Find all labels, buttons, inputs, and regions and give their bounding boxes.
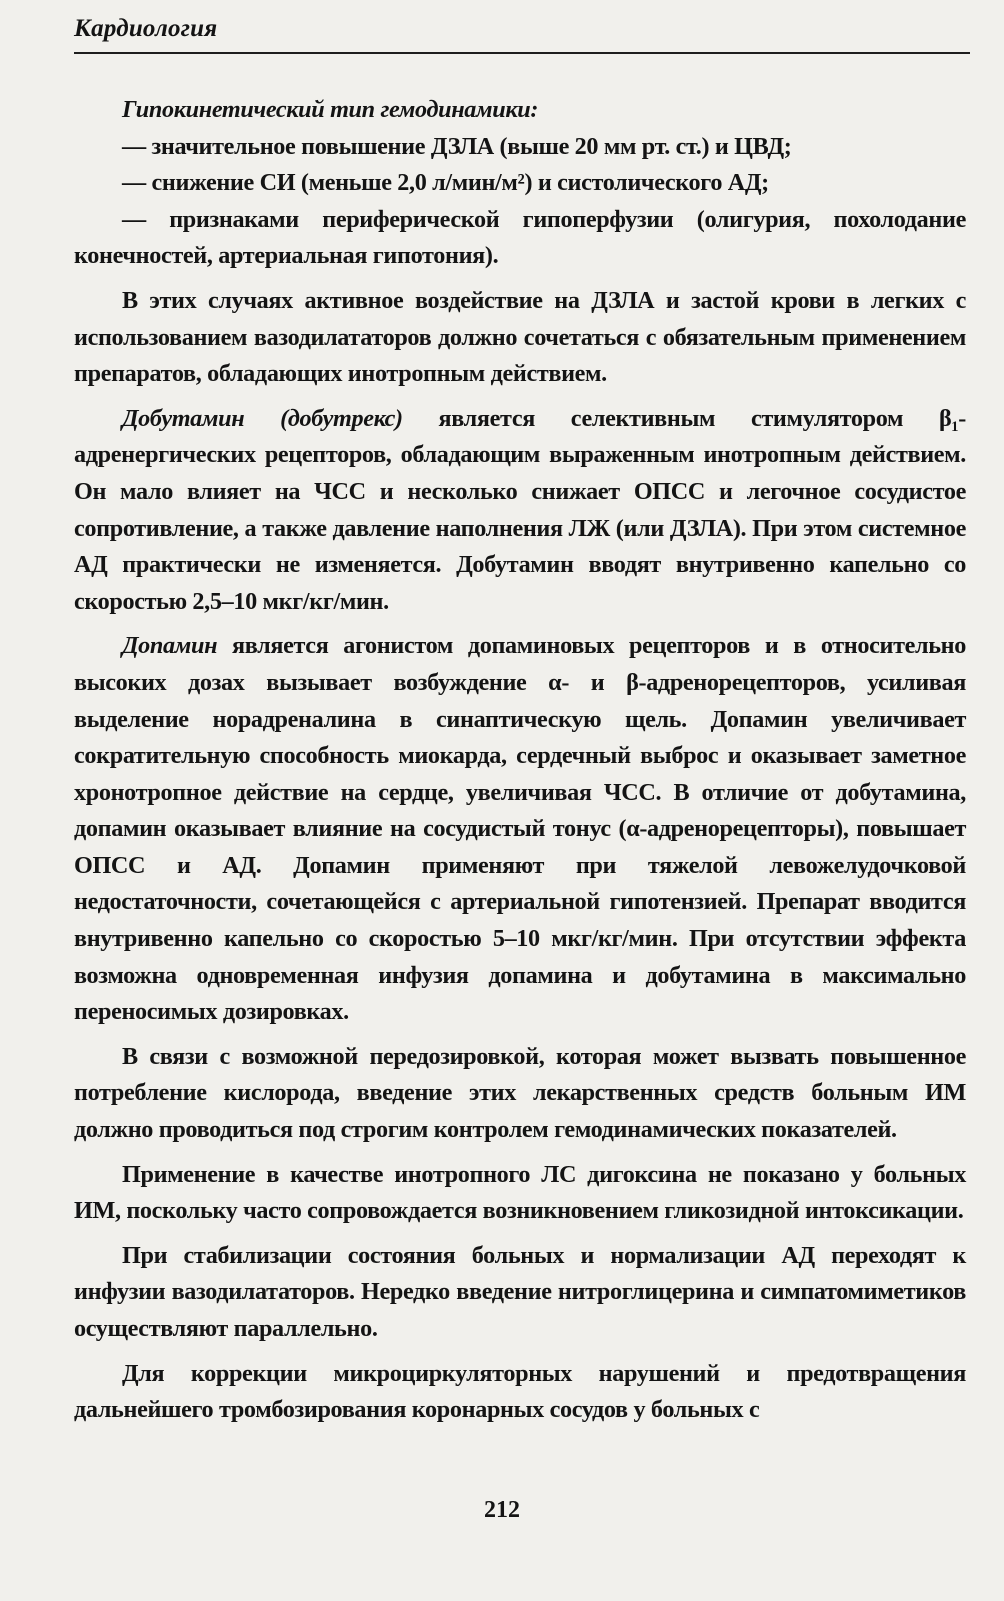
paragraph: [74, 401, 966, 621]
paragraph: В связи с возможной передозировкой, которая может вызвать повышенное потребление кислорода, введение этих лекарственных средств больным ИМ должно проводиться под строгим контролем гемодинамических показателей.: [74, 1042, 966, 1144]
paragraph: Применение в качестве инотропного ЛС дигоксина не показано у больных ИМ, поскольку часто сопровождается возникновением гликозидной интоксикации.: [74, 1160, 966, 1225]
header-rule: [74, 52, 970, 54]
list-item: — значительное повышение ДЗЛА (выше 20 мм рт. ст.) и ЦВД;: [122, 132, 792, 160]
list-item: — снижение СИ (меньше 2,0 л/мин/м²) и систолического АД;: [122, 169, 769, 197]
list-item: [74, 202, 966, 275]
paragraph: При стабилизации состояния больных и нормализации АД переходят к инфузии вазодилататоров. Нередко введение нитроглицерина и симпатомиметиков осуществляют параллельно.: [74, 1241, 966, 1342]
page-number: 212: [484, 1497, 520, 1523]
body-text: [74, 92, 966, 1429]
paragraph: Для коррекции микроциркуляторных нарушений и предотвращения дальнейшего тромбозирования коронарных сосудов у больных с: [74, 1359, 966, 1424]
running-header: [74, 12, 970, 46]
paragraph: В этих случаях активное воздействие на ДЗЛА и застой крови в легких с использованием вазодилататоров должно сочетаться с обязательным применением препаратов, обладающих инотропным действием.: [74, 286, 966, 388]
list-item-text: — признаками периферической гипоперфузии (олигурия, похолодание конечностей, артериальная гипотония).: [74, 205, 966, 270]
paragraph-text: является агонистом допаминовых рецепторов и в относительно высоких дозах вызывает возбуждение α- и β-адренорецепторов, усиливая выделение норадреналина в синаптическую щель. Допамин увеличивает сократительную способность миокарда, сердечный выброс и оказывает заметное хронотропное действие на сердце, увеличивая ЧСС. В отличие от добутамина, допамин оказывает влияние на сосудистый тонус (α-адренорецепторы), повышает ОПСС и АД. Допамин применяют при тяжелой левожелудочковой недостаточности, сочетающейся с артериальной гипотензией. Препарат вводится внутривенно капельно со скоростью 5–10 мкг/кг/мин. При отсутствии эффекта возможна одновременная инфузия допамина и добутамина в максимально переносимых дозировках.: [74, 632, 966, 1026]
drug-term: Допамин: [122, 632, 218, 660]
drug-term: Добутамин (добутрекс): [122, 404, 403, 432]
section-subheading: Гипокинетический тип гемодинамики:: [122, 96, 539, 123]
paragraph: [74, 628, 966, 1031]
header-title: Кардиология: [74, 15, 218, 42]
paragraph-text: является селективным стимулятором β₁-адренергических рецепторов, обладающим выраженным инотропным действием. Он мало влияет на ЧСС и несколько снижает ОПСС и легочное сосудистое сопротивление, а также давление наполнения ЛЖ (или ДЗЛА). При этом системное АД практически не изменяется. Добутамин вводят внутривенно капельно со скоростью 2,5–10 мкг/кг/мин.: [74, 404, 966, 615]
